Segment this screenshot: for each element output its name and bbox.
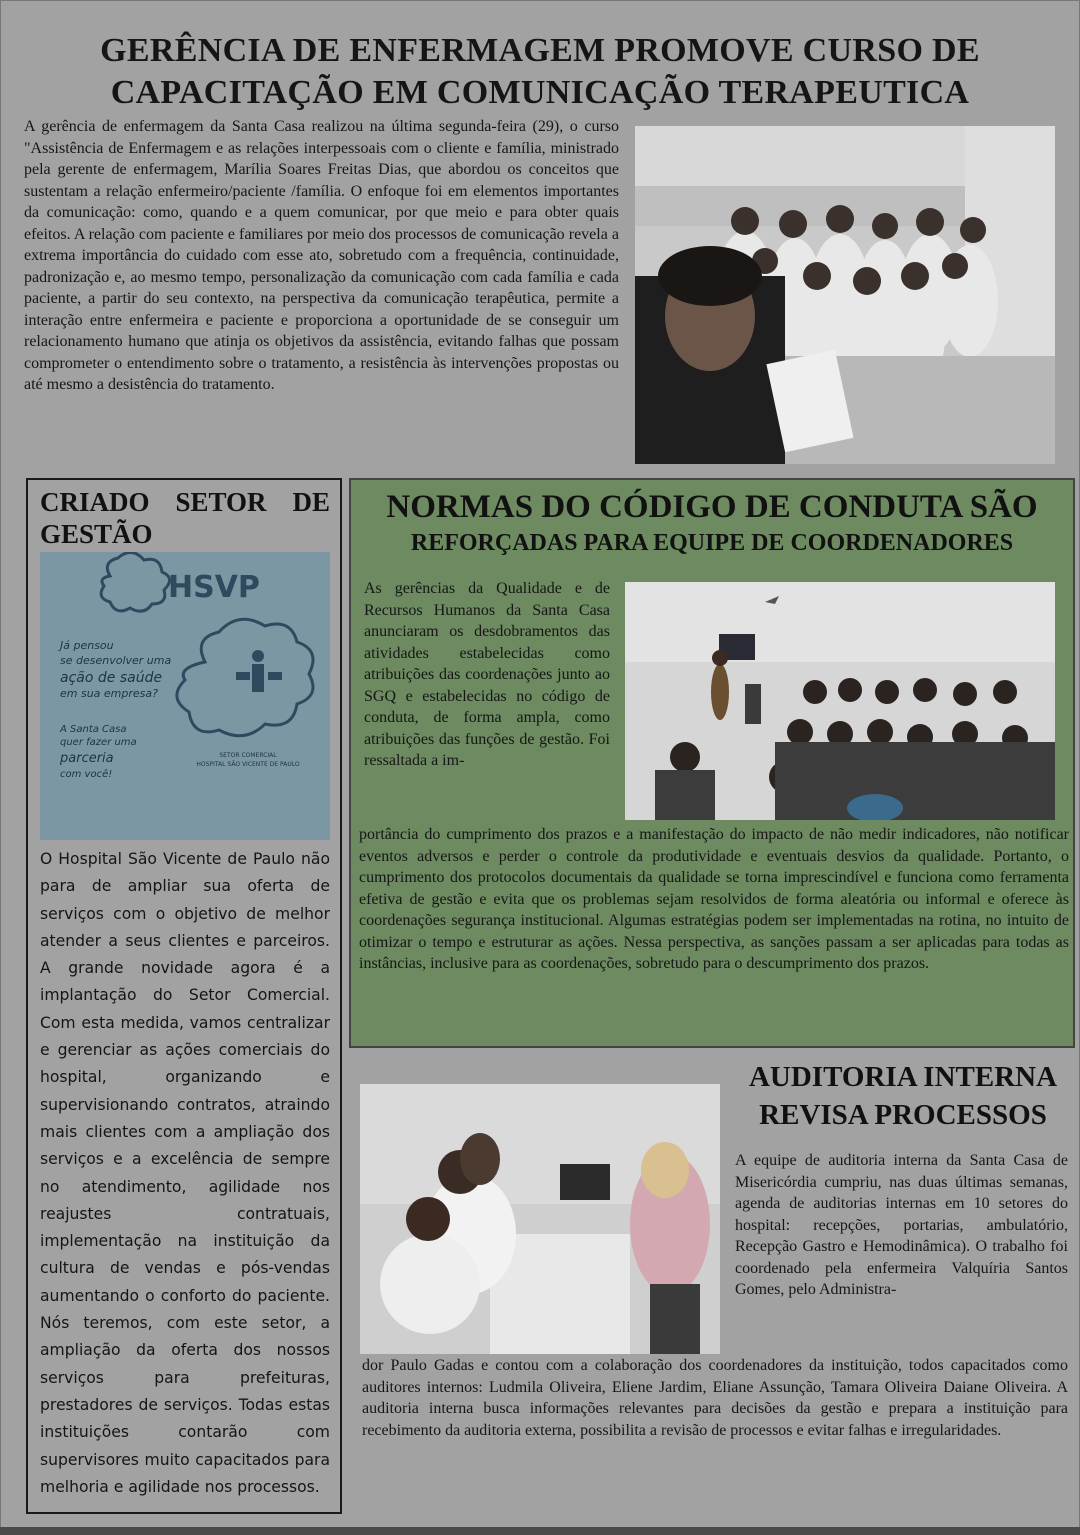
ad-sector-line1: SETOR COMERCIAL — [219, 752, 277, 759]
ad-offer-emph: parceria — [60, 751, 114, 766]
commercial-sector-ad — [40, 552, 330, 840]
audit-body-part2: dor Paulo Gadas e contou com a colaboração dos coordenadores da instituição, todos capacitados como auditores internos: Ludmila Oliveira, Eliene Jardim, Eliane Assunção, Tamara Oliveira Daiane Oliveira. A auditoria interna busca informações relevantes para decisões da gestão e prepara a instituição para recebimento da auditoria externa, possibilita a revisão de processos e evitar falhas e irregularidades. — [362, 1357, 1068, 1439]
conduct-title-line2: REFORÇADAS PARA EQUIPE DE COORDENADORES — [410, 530, 1014, 556]
ad-question-line1: Já pensou — [60, 639, 114, 652]
ad-question-line2: se desenvolver uma — [60, 654, 172, 667]
article1-headline-line1: GERÊNCIA DE ENFERMAGEM PROMOVE CURSO DE — [100, 32, 980, 69]
conduct-body-part2: portância do cumprimento dos prazos e a manifestação do impacto de não medir indicadores, não notificar eventos adversos e perder o controle da produtividade e eventuais desvios da qualidade. Portanto, o cumprimento dos protocolos documentais da qualidade se torna imprescindível e funciona como ferramenta efetiva de gestão e evita que os problemas sejam resolvidos de forma aleatória ou informal e oferece às coordenações segurança institucional. Algumas estratégias podem ser implementadas na rotina, no intuito de otimizar o tempo e estruturar as ações. Nessa perspectiva, as sanções passam a ser aplicadas para todas as instâncias, inclusive para as coordenações, sobretudo para o descumprimento dos prazos. — [359, 826, 1069, 972]
hsvp-logo-text: HSVP — [168, 570, 260, 605]
commercial-sector-body: O Hospital São Vicente de Paulo não para de ampliar sua oferta de serviços com o objetivo de melhor atender a seus clientes e parceiros. A grande novidade agora é a implantação do Setor Comercial. Com esta medida, vamos centralizar e gerenciar as ações comerciais do hospital, organizando e supervisionando contratos, atraindo mais clientes com a ampliação dos serviços e a excelência de sempre no atendimento, agilidade nos reajustes contratuais, implementação na instituição da cultura de vendas e pós-vendas aumentando o conforto do paciente. Nós teremos, com este setor, a ampliação da oferta dos nossos serviços para prefeituras, prestadores de serviços. Todas estas instituições contarão com supervisores muito capacitados para melhoria e agilidade nos processos. — [40, 850, 330, 1496]
ad-sector-line2: HOSPITAL SÃO VICENTE DE PAULO — [196, 761, 300, 768]
code-of-conduct-box — [349, 478, 1075, 1048]
coordinators-meeting-photo — [625, 582, 1055, 820]
audit-title-line2: REVISA PROCESSOS — [759, 1099, 1047, 1131]
ad-offer-line2: quer fazer uma — [60, 737, 137, 748]
internal-audit-photo — [360, 1084, 720, 1354]
nursing-course-photo — [635, 126, 1055, 464]
conduct-body-part1: As gerências da Qualidade e de Recursos Humanos da Santa Casa anunciaram os desdobramentos das atividades estabelecidas como atribuições das coordenações junto ao SGQ e estabelecidas no código de conduta, de forma ampla, como atribuições das funções de gestão. Foi ressaltada a im- — [364, 580, 610, 769]
bottom-border — [0, 1527, 1080, 1535]
ad-offer-line4: com você! — [60, 769, 113, 780]
audit-body-part1: A equipe de auditoria interna da Santa Casa de Misericórdia cumpriu, nas duas últimas semanas, agenda de auditorias internas em 10 setores do hospital: recepções, portarias, ambulatório, Recepção Gastro e Hemodinâmica). O trabalho foi coordenado pela enfermeira Valquíria Santos Gomes, pelo Administra- — [735, 1152, 1068, 1298]
article1-body: A gerência de enfermagem da Santa Casa realizou na última segunda-feira (29), o curso "Assistência de Enfermagem e as relações interpessoais com o cliente e família, ministrado pela gerente de enfermagem, Marília Soares Freitas Dias, que abordou os conceitos que sustentam a relação enfermeiro/paciente /família. O enfoque foi em elementos importantes da comunicação: como, quando e a quem comunicar, por que meio e para obter quais efeitos. A relação com paciente e familiares por meio dos processos de comunicação revela a extrema importância do cuidado com esse ato, sobretudo com a frequência, continuidade, padronização e, ao mesmo tempo, personalização da comunicação com cada família e cada paciente, a partir do seu contexto, na perspectiva da comunicação terapêutica, permite a interação entre enfermeira e paciente e proporciona a oportunidade de se conseguir um relacionamento humano que atinja os objetivos da assistência, evitando falhas que possam comprometer o entendimento sobre o tratamento, a resistência às intervenções propostas ou até mesmo a desistência do tratamento. — [24, 118, 619, 393]
ad-question-emph: ação de saúde — [60, 670, 163, 686]
hsvp-ad-graphic — [40, 552, 330, 840]
ad-offer-line1: A Santa Casa — [60, 724, 127, 735]
ad-question-line4: em sua empresa? — [60, 687, 158, 700]
commercial-sector-title: CRIADO SETOR DE GESTÃO — [40, 487, 330, 549]
article1-headline-line2: CAPACITAÇÃO EM COMUNICAÇÃO TERAPEUTICA — [110, 74, 970, 111]
commercial-sector-box — [26, 478, 342, 1514]
conduct-title-line1: NORMAS DO CÓDIGO DE CONDUTA SÃO — [386, 489, 1038, 525]
audit-title-line1: AUDITORIA INTERNA — [748, 1061, 1058, 1093]
audit-title — [728, 1058, 1078, 1134]
